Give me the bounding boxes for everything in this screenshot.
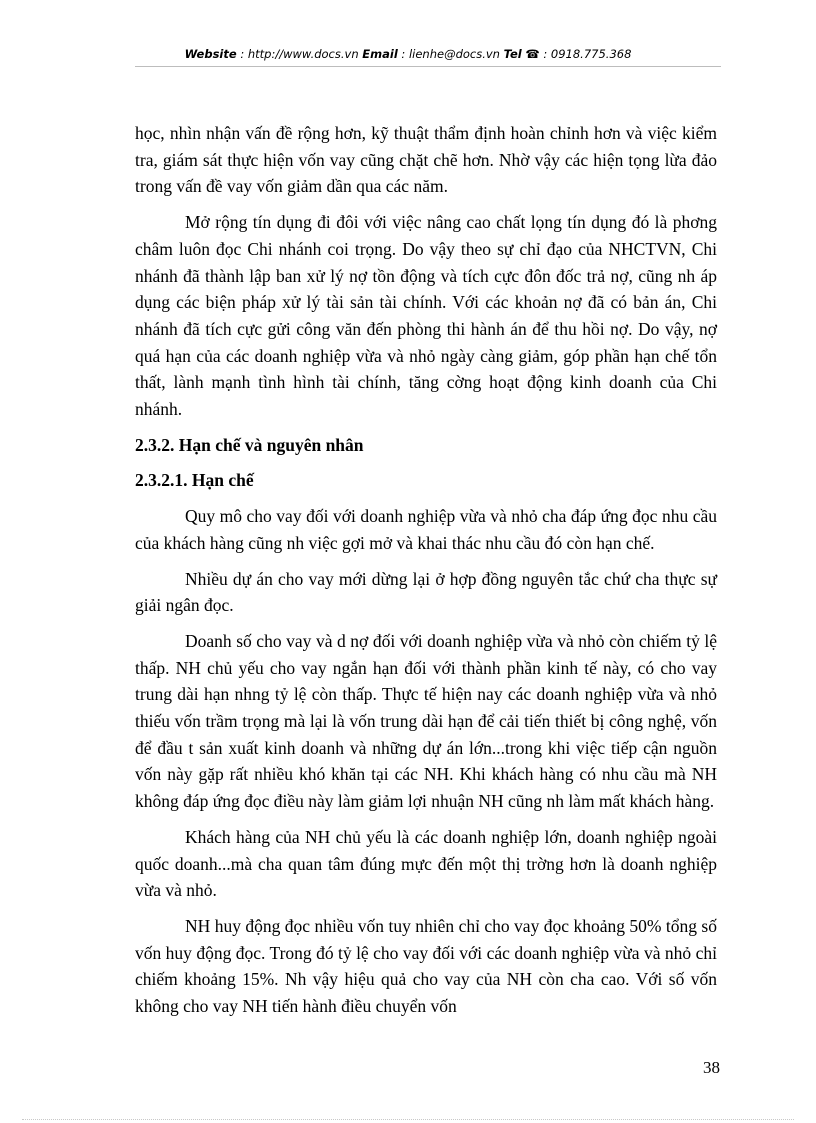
subsection-heading: 2.3.2.1. Hạn chế <box>135 470 254 491</box>
page-number: 38 <box>703 1058 720 1077</box>
website-label: Website <box>184 47 237 61</box>
tel-label: Tel <box>503 47 522 61</box>
document-body <box>135 120 717 1029</box>
paragraph: Mở rộng tín dụng đi đôi với việc nâng cao chất lọng tín dụng đó là phơng châm luôn đọc Chi nhánh coi trọng. Do vậy theo sự chỉ đạo của NHCTVN, Chi nhánh đã thành lập ban xử lý nợ tồn động và tích cực đôn đốc trả nợ, cũng nh áp dụng các biện pháp xử lý tài sản tài chính. Với các khoản nợ đã có bản án, Chi nhánh đã tích cực gửi công văn đến phòng thi hành án để thu hồi nợ. Do vậy, nợ quá hạn của các doanh nghiệp vừa và nhỏ ngày càng giảm, góp phần hạn chế tổn thất, lành mạnh tình hình tài chính, tăng cờng hoạt động kinh doanh của Chi nhánh. <box>135 212 717 420</box>
footer-divider <box>22 1119 794 1120</box>
paragraph: Quy mô cho vay đối với doanh nghiệp vừa và nhỏ cha đáp ứng đọc nhu cầu của khách hàng cũng nh việc gợi mở và khai thác nhu cầu đó còn hạn chế. <box>135 506 717 553</box>
section-heading: 2.3.2. Hạn chế và nguyên nhân <box>135 434 364 455</box>
paragraph-continued: học, nhìn nhận vấn đề rộng hơn, kỹ thuật thẩm định hoàn chỉnh hơn và việc kiểm tra, giám sát thực hiện vốn vay cũng chặt chẽ hơn. Nhờ vậy các hiện tọng lừa đảo trong vấn đề vay vốn giảm dần qua các năm. <box>135 123 717 197</box>
paragraph: NH huy động đọc nhiều vốn tuy nhiên chỉ cho vay đọc khoảng 50% tổng số vốn huy động đọc. Trong đó tỷ lệ cho vay đối với các doanh nghiệp vừa và nhỏ chỉ chiếm khoảng 15%. Nh vậy hiệu quả cho vay của NH còn cha cao. Với số vốn không cho vay NH tiến hành điều chuyển vốn <box>135 915 717 1017</box>
email-label: Email <box>362 47 398 61</box>
paragraph: Khách hàng của NH chủ yếu là các doanh nghiệp lớn, doanh nghiệp ngoài quốc doanh...mà cha quan tâm đúng mực đến một thị trờng hơn là doanh nghiệp vừa và nhỏ. <box>135 826 717 901</box>
website-value: : http://www.docs.vn <box>240 47 359 61</box>
paragraph: Nhiều dự án cho vay mới dừng lại ở hợp đồng nguyên tắc chứ cha thực sự giải ngân đọc. <box>135 568 717 616</box>
paragraph: Doanh số cho vay và d nợ đối với doanh nghiệp vừa và nhỏ còn chiếm tỷ lệ thấp. NH chủ yếu cho vay ngắn hạn đối với thành phần kinh tế này, có cho vay trung dài hạn nhng tỷ lệ còn thấp. Thực tế hiện nay các doanh nghiệp vừa và nhỏ thiếu vốn trầm trọng mà lại là vốn trung dài hạn để cải tiến thiết bị công nghệ, vốn để đầu t sản xuất kinh doanh và những dự án lớn...trong khi việc tiếp cận nguồn vốn này gặp rất nhiều khó khăn tại các NH. Khi khách hàng có nhu cầu mà NH không đáp ứng đọc điều này làm giảm lợi nhuận NH cũng nh làm mất khách hàng. <box>135 630 717 812</box>
email-value: : lienhe@docs.vn <box>401 47 500 61</box>
page-header <box>0 47 816 61</box>
header-divider <box>135 66 721 67</box>
tel-value: ☎ : 0918.775.368 <box>525 47 632 61</box>
